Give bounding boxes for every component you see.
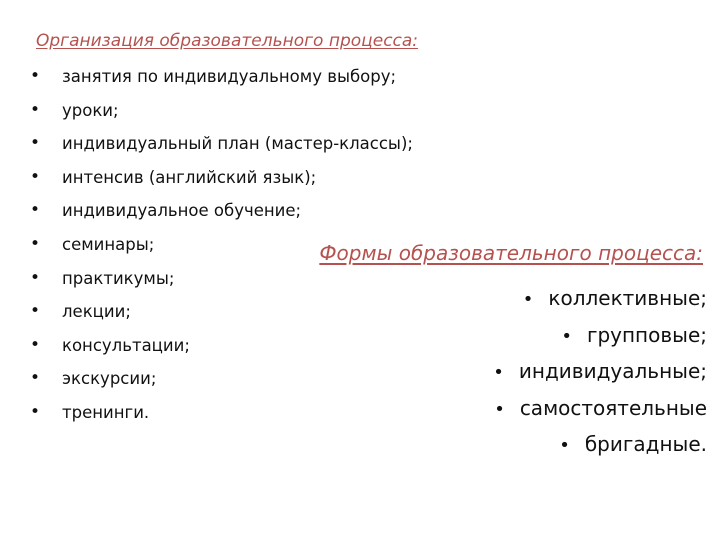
bullet-icon: • bbox=[30, 66, 41, 86]
list-item bbox=[30, 127, 413, 161]
list-item-text: бригадные. bbox=[584, 432, 707, 456]
list-item bbox=[493, 280, 707, 317]
list-item bbox=[30, 161, 413, 195]
bullet-icon: • bbox=[30, 334, 41, 355]
bullet-icon: • bbox=[30, 401, 41, 422]
list-item-text: индивидуальные; bbox=[518, 359, 707, 383]
bullet-icon: • bbox=[561, 325, 572, 347]
list-item-text: консультации; bbox=[62, 335, 190, 355]
list-item bbox=[30, 396, 413, 430]
bullet-icon: • bbox=[30, 99, 41, 120]
list-item-text: тренинги. bbox=[62, 402, 150, 422]
list-item bbox=[493, 426, 707, 463]
list-item bbox=[30, 295, 413, 329]
list-item bbox=[493, 353, 707, 390]
bullet-icon: • bbox=[559, 435, 570, 456]
list-item-text: занятия по индивидуальному выбору; bbox=[62, 67, 397, 86]
list-item bbox=[30, 94, 413, 128]
list-item-text: практикумы; bbox=[62, 268, 175, 288]
list-item-text: самостоятельные bbox=[519, 395, 707, 420]
list-item-text: экскурсии; bbox=[62, 369, 157, 389]
bullet-icon: • bbox=[522, 289, 534, 310]
bullet-icon: • bbox=[30, 166, 41, 187]
bullet-icon: • bbox=[30, 267, 41, 288]
list-item bbox=[30, 362, 413, 396]
bullet-icon: • bbox=[30, 200, 41, 221]
list-item bbox=[30, 60, 413, 94]
list-item-text: семинары; bbox=[62, 234, 155, 254]
list-item-text: интенсив (английский язык); bbox=[62, 167, 317, 187]
forms-heading: Формы образовательного процесса: bbox=[319, 241, 703, 265]
forms-list bbox=[493, 280, 707, 463]
list-item bbox=[493, 390, 707, 427]
list-item bbox=[30, 329, 413, 363]
list-item bbox=[30, 194, 413, 228]
bullet-icon: • bbox=[30, 368, 41, 389]
list-item-text: индивидуальный план (мастер-классы); bbox=[62, 134, 413, 154]
bullet-icon: • bbox=[494, 398, 505, 420]
organization-heading: Организация образовательного процесса: bbox=[36, 31, 419, 51]
list-item bbox=[493, 317, 707, 354]
list-item bbox=[30, 262, 413, 296]
bullet-icon: • bbox=[493, 362, 504, 383]
list-item-text: коллективные; bbox=[548, 286, 707, 310]
bullet-icon: • bbox=[30, 233, 41, 254]
list-item-text: лекции; bbox=[62, 302, 131, 322]
list-item-text: уроки; bbox=[62, 100, 119, 120]
bullet-icon: • bbox=[30, 133, 41, 154]
list-item-text: индивидуальное обучение; bbox=[62, 201, 302, 221]
bullet-icon: • bbox=[30, 301, 41, 322]
list-item-text: групповые; bbox=[586, 322, 707, 347]
